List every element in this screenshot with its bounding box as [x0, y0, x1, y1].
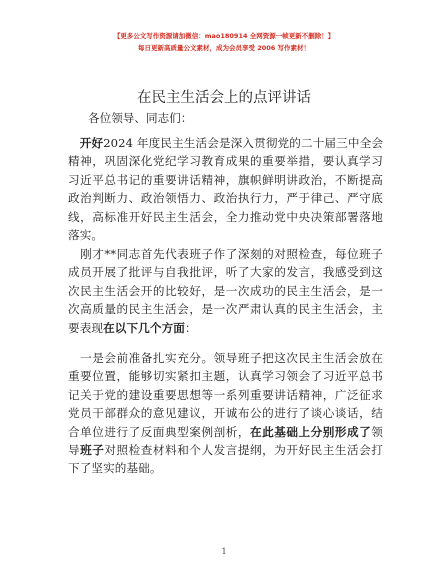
paragraph-1-lead: 开好 [79, 136, 104, 150]
paragraph-3-text-3: 对照检查材料和个人发言提纲，为开好民主生活会打下了坚实的基础。 [68, 443, 383, 476]
paragraph-2-text: 刚才**同志首先代表班子作了深刻的对照检查，每位班子成员开展了批评与自我批评，听了大家的发言，我感受到这次民主生活会开的比较好，是一次成功的民主生活会，是一次高质量的民主生活会，是一次严肃认真的民主生活会，主要表现 [68, 247, 383, 335]
paragraph-3-text: 一是会前准备扎实充分。领导班子把这次民主生活会放在重要位置，能够切实紧扣主题，认真学习领会了习近平总书记关于党的建设重要思想等一系列重要讲话精神，广泛征求党员干部群众的意见建议，开诚布公的进行了谈心谈话，结合单位进行了反面典型案例剖析， [68, 351, 383, 439]
document-title: 在民主生活会上的点评讲话 [137, 90, 311, 106]
salutation: 各位领导、同志们： [88, 111, 193, 125]
paragraph-3 [68, 349, 383, 478]
paragraph-2-end: ： [184, 320, 197, 335]
page-number: 1 [221, 547, 227, 556]
paragraph-1 [68, 134, 383, 244]
paragraph-3-emphasis-2: 班子 [80, 443, 105, 458]
paragraph-3-emphasis-1: 在此基础上分别形成了 [249, 424, 372, 439]
paragraph-2 [68, 245, 383, 337]
promo-banner-line-1: 【更多公文写作资源请加微信：mao180914 全网资源一帧更新不删除！】 [113, 32, 335, 40]
paragraph-2-emphasis: 在以下几个方面 [103, 320, 185, 335]
paragraph-1-text: 2024 年度民主生活会是深入贯彻党的二十届三中全会精神，巩固深化党纪学习教育成果的重要举措，要认真学习习近平总书记的重要讲话精神，旗帜鲜明讲政治，不断提高政治判断力、政治领悟力、政治执行力，严于律己、严守底线，高标准开好民主生活会，全力推动党中央决策部署落地落实。 [68, 136, 384, 243]
paragraph-3-text-2: 领导 [68, 424, 383, 458]
promo-banner-line-2: 每日更新高质量公文素材，成为会员享受 2006 写作素材！ [137, 44, 311, 52]
